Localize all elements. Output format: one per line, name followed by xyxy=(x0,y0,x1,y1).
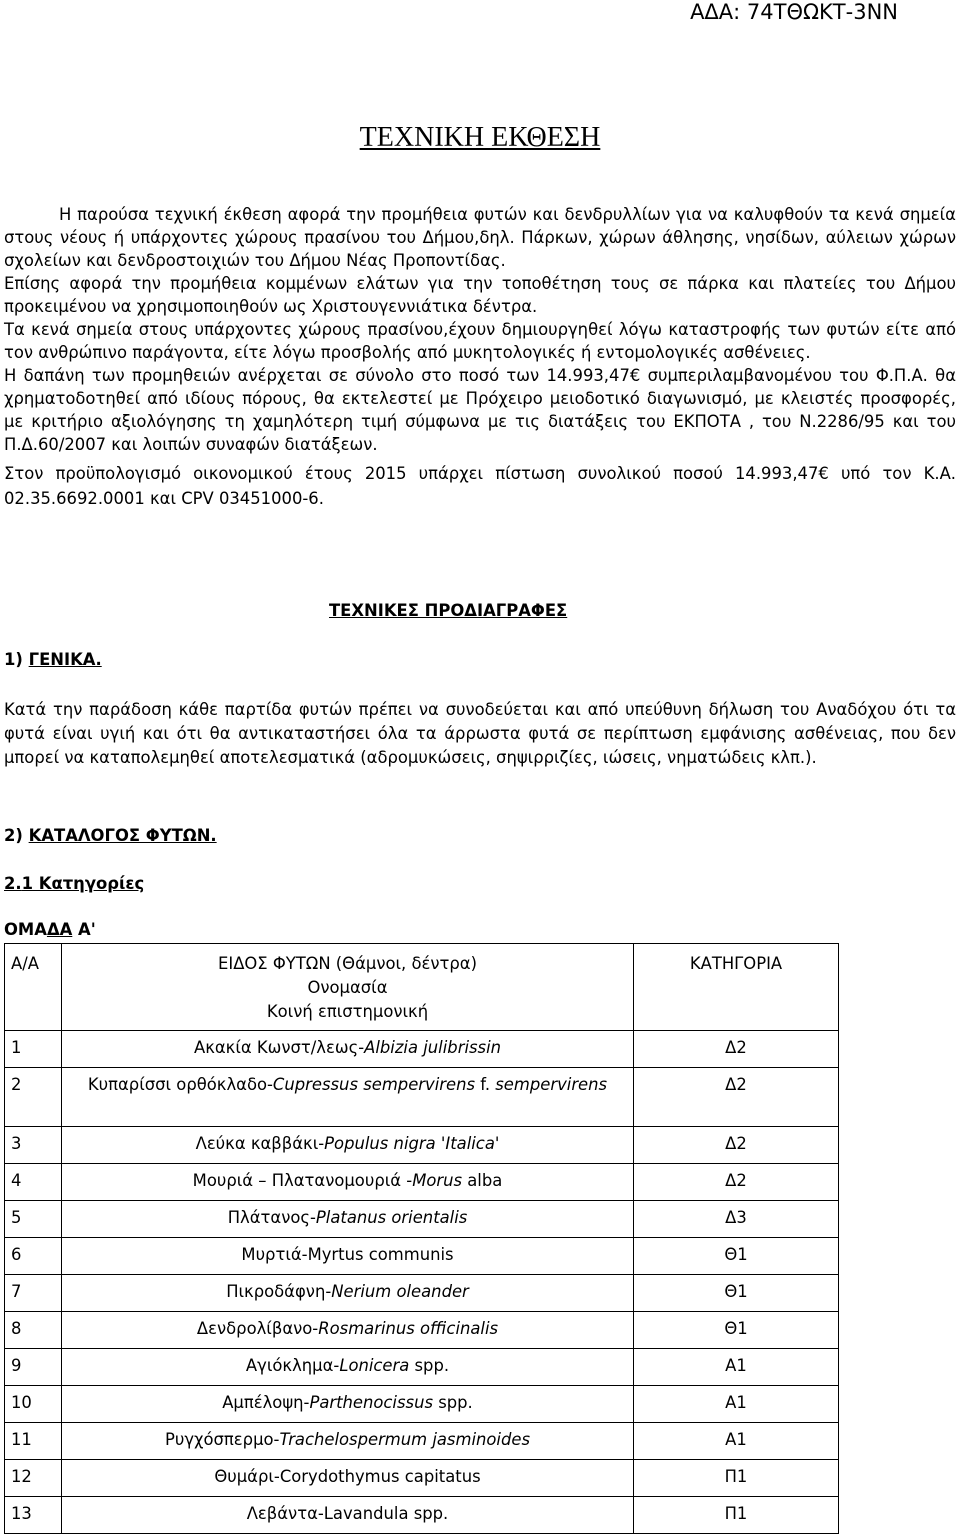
row-num: 4 xyxy=(5,1164,62,1201)
row-category: Α1 xyxy=(634,1386,839,1423)
row-name: Πλάτανος-Platanus orientalis xyxy=(62,1201,634,1238)
plants-table xyxy=(4,943,839,1534)
table-row xyxy=(5,1031,839,1068)
table-row xyxy=(5,1201,839,1238)
header-name-line-1: ΕΙΔΟΣ ΦΥΤΩΝ (Θάμνοι, δέντρα) xyxy=(218,954,477,973)
row-category: Α1 xyxy=(634,1349,839,1386)
section-1-number: 1) xyxy=(4,650,23,669)
section-1-text: Κατά την παράδοση κάθε παρτίδα φυτών πρέπει να συνοδεύεται και από υπεύθυνη δήλωση του Αναδόχου ότι τα φυτά είναι υγιή και ότι θα αντικαταστήσει όλα τα άρρωστα φυτά σε περίπτωση εμφάνισης ασθένειας, που δεν μπορεί να καταπολεμηθεί αποτελεσματικά (αδρομυκώσεις, σηψιρριζίες, ιώσεις, νηματώδεις κλπ.). xyxy=(4,700,956,767)
row-num: 11 xyxy=(5,1423,62,1460)
row-name: Κυπαρίσσι ορθόκλαδο-Cupressus sempervirens f. sempervirens xyxy=(62,1068,634,1127)
section-2-number: 2) xyxy=(4,826,23,845)
row-name: Λεύκα καββάκι-Populus nigra 'Italica' xyxy=(62,1127,634,1164)
intro-paragraph-5: Στον προϋπολογισμό οικονομικού έτους 2015 υπάρχει πίστωση συνολικού ποσού 14.993,47€ υπό τον Κ.Α. 02.35.6692.0001 και CPV 03451000-6. xyxy=(4,464,956,508)
table-row xyxy=(5,1460,839,1497)
row-num: 5 xyxy=(5,1201,62,1238)
row-name: Λεβάντα-Lavandula spp. xyxy=(62,1497,634,1534)
row-name: Ρυγχόσπερμο-Trachelospermum jasminoides xyxy=(62,1423,634,1460)
row-name: Ακακία Κωνστ/λεως-Albizia julibrissin xyxy=(62,1031,634,1068)
row-name: Μουριά – Πλατανομουριά -Morus alba xyxy=(62,1164,634,1201)
row-num: 2 xyxy=(5,1068,62,1127)
document-title: ΤΕΧΝΙΚΗ ΕΚΘΕΣΗ xyxy=(359,122,601,153)
header-name-line-3: Κοινή επιστημονική xyxy=(266,1002,429,1021)
ada-code: ΑΔΑ: 74ΤΘΩΚΤ-3ΝΝ xyxy=(690,0,898,24)
table-row xyxy=(5,1127,839,1164)
section-2-title: ΚΑΤΑΛΟΓΟΣ ΦΥΤΩΝ. xyxy=(28,826,217,845)
intro-paragraph-3: Τα κενά σημεία στους υπάρχοντες χώρους πρασίνου,έχουν δημιουργηθεί λόγω καταστροφής των φυτών είτε από τον ανθρώπινο παράγοντα, είτε λόγω προσβολής από μυκητολογικές ή εντομολογικές ασθένειες. xyxy=(4,320,956,362)
section-1-title: ΓΕΝΙΚΑ. xyxy=(28,650,102,669)
row-num: 1 xyxy=(5,1031,62,1068)
row-category: Δ2 xyxy=(634,1068,839,1127)
row-name: Αγιόκλημα-Lonicera spp. xyxy=(62,1349,634,1386)
specs-title: ΤΕΧΝΙΚΕΣ ΠΡΟΔΙΑΓΡΑΦΕΣ xyxy=(329,601,568,620)
header-num: Α/Α xyxy=(5,944,62,1031)
table-row xyxy=(5,1068,839,1127)
row-category: Α1 xyxy=(634,1423,839,1460)
header-category: ΚΑΤΗΓΟΡΙΑ xyxy=(634,944,839,1031)
row-name: Δενδρολίβανο-Rosmarinus officinalis xyxy=(62,1312,634,1349)
table-row xyxy=(5,1275,839,1312)
table-row xyxy=(5,1386,839,1423)
table-row xyxy=(5,1349,839,1386)
section-2-1-title: 1 Κατηγορίες xyxy=(21,874,145,893)
row-num: 13 xyxy=(5,1497,62,1534)
row-num: 6 xyxy=(5,1238,62,1275)
row-num: 7 xyxy=(5,1275,62,1312)
row-category: Π1 xyxy=(634,1497,839,1534)
intro-paragraph-1: Η παρούσα τεχνική έκθεση αφορά την προμήθεια φυτών και δενδρυλλίων για να καλυφθούν τα κενά σημεία στους νέους ή υπάρχοντες χώρους πρασίνου του Δήμου,δηλ. Πάρκων, χώρων άθλησης, νησίδων, αύλειων χώρων σχολείων και δενδροστοιχιών του Δήμου Νέας Προποντίδας. xyxy=(4,205,956,270)
row-num: 8 xyxy=(5,1312,62,1349)
row-name: Αμπέλοψη-Parthenocissus spp. xyxy=(62,1386,634,1423)
table-row xyxy=(5,1312,839,1349)
row-category: Θ1 xyxy=(634,1312,839,1349)
intro-paragraph-2: Επίσης αφορά την προμήθεια κομμένων ελάτων για την τοποθέτηση τους σε πάρκα και πλατείες του Δήμου προκειμένου να χρησιμοποιηθούν ως Χριστουγεννιάτικα δέντρα. xyxy=(4,274,956,316)
intro-paragraph-4: Η δαπάνη των προμηθειών ανέρχεται σε σύνολο στο ποσό των 14.993,47€ συμπεριλαμβανομένου του Φ.Π.Α. θα χρηματοδοτηθεί από ιδίους πόρους, θα εκτελεστεί με Πρόχειρο μειοδοτικό διαγωνισμό, με κλειστές προσφορές, με κριτήριο αξιολόγησης τη χαμηλότερη τιμή σύμφωνα με τις διατάξεις του ΕΚΠΟΤΑ , του Ν.2286/95 και του Π.Δ.60/2007 και λοιπών συναφών διατάξεων. xyxy=(4,366,956,454)
table-row xyxy=(5,1497,839,1534)
row-category: Δ3 xyxy=(634,1201,839,1238)
row-num: 10 xyxy=(5,1386,62,1423)
row-name: Θυμάρι-Corydothymus capitatus xyxy=(62,1460,634,1497)
table-row xyxy=(5,1238,839,1275)
row-category: Δ2 xyxy=(634,1127,839,1164)
intro-section xyxy=(4,203,956,511)
row-num: 9 xyxy=(5,1349,62,1386)
group-title: ΟΜΑΔΑ Α' xyxy=(4,920,96,939)
header-name xyxy=(62,944,634,1031)
row-category: Θ1 xyxy=(634,1275,839,1312)
section-1-heading xyxy=(4,650,102,669)
section-2-1-heading xyxy=(4,874,144,893)
row-name: Μυρτιά-Myrtus communis xyxy=(62,1238,634,1275)
row-name: Πικροδάφνη-Nerium oleander xyxy=(62,1275,634,1312)
table-row xyxy=(5,1164,839,1201)
row-category: Δ2 xyxy=(634,1031,839,1068)
row-category: Δ2 xyxy=(634,1164,839,1201)
row-num: 12 xyxy=(5,1460,62,1497)
row-category: Θ1 xyxy=(634,1238,839,1275)
section-2-heading xyxy=(4,826,217,845)
section-2-1-number: 2. xyxy=(4,874,22,893)
header-name-line-2: Ονομασία xyxy=(307,978,388,997)
table-header-row xyxy=(5,944,839,1031)
row-num: 3 xyxy=(5,1127,62,1164)
table-row xyxy=(5,1423,839,1460)
row-category: Π1 xyxy=(634,1460,839,1497)
